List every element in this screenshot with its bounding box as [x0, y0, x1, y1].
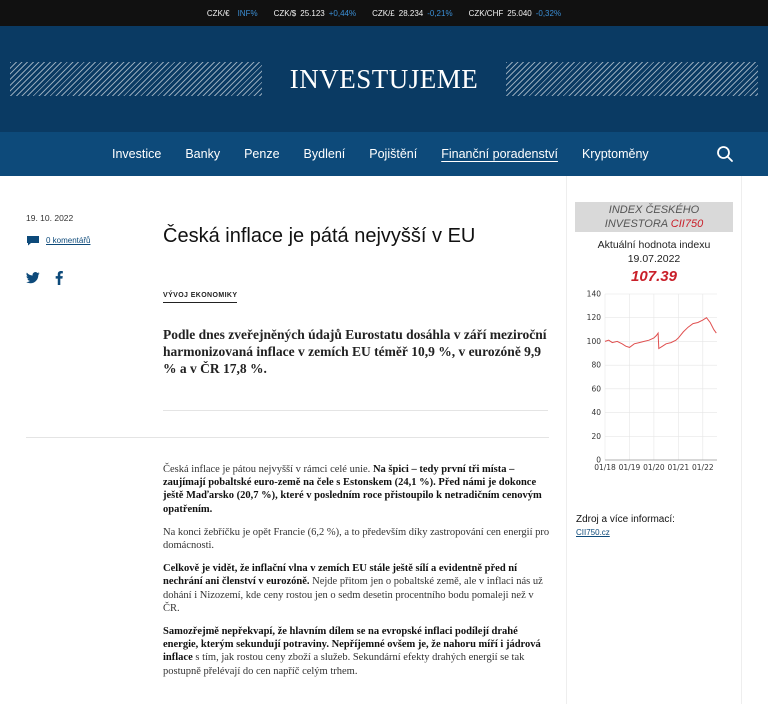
- facebook-icon[interactable]: [52, 271, 66, 285]
- chart-x-tick-label: 01/19: [618, 463, 641, 472]
- nav-item-banky[interactable]: Banky: [185, 147, 221, 161]
- ticker-pair: CZK/£: [372, 8, 395, 18]
- paragraph: [163, 625, 551, 678]
- ticker-value: 25.040: [507, 8, 532, 18]
- paragraph: [163, 562, 551, 615]
- chart-x-tick-label: 01/20: [643, 463, 665, 472]
- site-logo[interactable]: INVESTUJEME: [289, 64, 479, 94]
- bold-text: Na špici – tedy první tři místa – zaujímají pobaltské euro-země na čele s Estonskem (24,1 %). Před námi je dokonce ještě Maďarsko (20,7 %), které v posledním roce přistoupilo k netradičním cenovým opatřením.: [163, 464, 542, 515]
- index-title-line: INDEX ČESKÉHO: [608, 204, 700, 216]
- ticker-item-chf: [469, 9, 562, 18]
- chart-y-tick-label: 40: [591, 408, 601, 418]
- text: Nejde přitom jen o pobaltské země, ale v inflaci nás už dohání i Nizozemí, kde ceny rostou jen o sedm desetin procentního bodu pomaleji než v ČR.: [163, 576, 543, 614]
- main-nav: [0, 132, 768, 176]
- article-title: Česká inflace je pátá nejvyšší v EU: [163, 225, 476, 247]
- bold-text: Celkově je vidět, že inflační vlna v zemích EU stále ještě sílí a evidentně před ní nechrání ani členství v eurozóně.: [163, 563, 518, 588]
- twitter-icon[interactable]: [26, 271, 40, 285]
- index-value: 107.39: [631, 268, 677, 285]
- chart-y-tick-label: 120: [586, 313, 601, 323]
- source-label: Zdroj a více informací:: [576, 514, 675, 525]
- ticker-item-usd: [274, 9, 357, 18]
- paragraph: [163, 463, 551, 516]
- nav-item-kryptomeny[interactable]: Kryptoměny: [581, 147, 649, 161]
- divider: [163, 410, 548, 411]
- share-buttons: [26, 271, 66, 285]
- currency-ticker: [0, 0, 768, 26]
- nav-item-penze[interactable]: Penze: [244, 147, 280, 161]
- article-perex: Podle dnes zveřejněných údajů Eurostatu dosáhla v září meziroční harmonizovaná inflace v zemích EU téměř 10,9 %, v eurozóně 9,9 % a v ČR 17,8 %.: [163, 327, 547, 376]
- chart-y-tick-label: 140: [586, 289, 601, 299]
- ticker-value: 25.123: [300, 8, 325, 18]
- bold-text: Samozřejmě nepřekvapí, že hlavním dílem se na evropské inflaci podílejí drahé energie, kterým sekundují potraviny. Nepříjemné ovšem je, že nahoru míří i jádrová inflace: [163, 626, 541, 664]
- ticker-change: -0,21%: [427, 8, 453, 18]
- chart-y-tick-label: 0: [596, 455, 601, 465]
- ticker-pair: CZK/CHF: [468, 8, 504, 18]
- article-category[interactable]: VÝVOJ EKONOMIKY: [163, 292, 238, 299]
- paragraph: Na konci žebříčku je opět Francie (6,2 %), a to především díky zastropování cen energií pro domácnosti.: [163, 526, 550, 552]
- ticker-change: INF%: [237, 8, 258, 18]
- index-date: 19.07.2022: [627, 253, 681, 265]
- text: Česká inflace je pátou nejvyšší v rámci celé unie.: [163, 464, 371, 475]
- index-subtitle: [575, 238, 733, 266]
- chart-x-tick-label: 01/18: [594, 463, 616, 472]
- chart-y-tick-label: 60: [591, 384, 601, 394]
- chart-x-tick-label: 01/21: [667, 463, 690, 472]
- nav-item-investice[interactable]: Investice: [112, 147, 162, 161]
- ticker-change: +0,44%: [328, 8, 357, 18]
- ticker-pair: CZK/€: [206, 8, 230, 18]
- chart-x-tick-label: 01/22: [692, 463, 714, 472]
- text: s tím, jak rostou ceny zboží a služeb. Sekundární efekty drahých energií se tak postupně přelévají do cen napříč celým trhem.: [163, 652, 525, 677]
- ticker-pair: CZK/$: [273, 8, 297, 18]
- chart-y-tick-label: 100: [586, 336, 601, 346]
- article-date: 19. 10. 2022: [26, 213, 74, 223]
- nav-item-pojisteni[interactable]: Pojištění: [369, 147, 418, 161]
- search-icon[interactable]: [716, 145, 734, 163]
- index-subtitle-text: Aktuální hodnota indexu: [597, 239, 711, 251]
- chart-y-tick-label: 80: [591, 360, 601, 370]
- divider: [26, 437, 549, 438]
- ticker-item-gbp: [372, 9, 453, 18]
- ticker-item-eur: [207, 9, 258, 18]
- header-stripes-left: [10, 62, 262, 96]
- nav-item-financni-poradenstvi[interactable]: Finanční poradenství: [441, 147, 558, 161]
- site-header: [0, 26, 768, 132]
- comment-icon: [26, 235, 40, 246]
- index-widget-title: [575, 202, 733, 232]
- comments-count: 0 komentářů: [46, 236, 91, 245]
- nav-item-bydleni[interactable]: Bydlení: [303, 147, 346, 161]
- header-stripes-right: [506, 62, 758, 96]
- index-chart: [575, 288, 735, 478]
- index-title-code: CII750: [670, 218, 704, 230]
- ticker-change: -0,32%: [535, 8, 562, 18]
- source-link[interactable]: CII750.cz: [576, 528, 610, 537]
- article-body: [163, 463, 551, 688]
- comments-link[interactable]: [26, 235, 90, 246]
- index-title-line: INVESTORA: [604, 218, 668, 230]
- ticker-value: 28.234: [398, 8, 424, 18]
- chart-series-line: [605, 318, 716, 349]
- chart-y-tick-label: 20: [591, 431, 601, 441]
